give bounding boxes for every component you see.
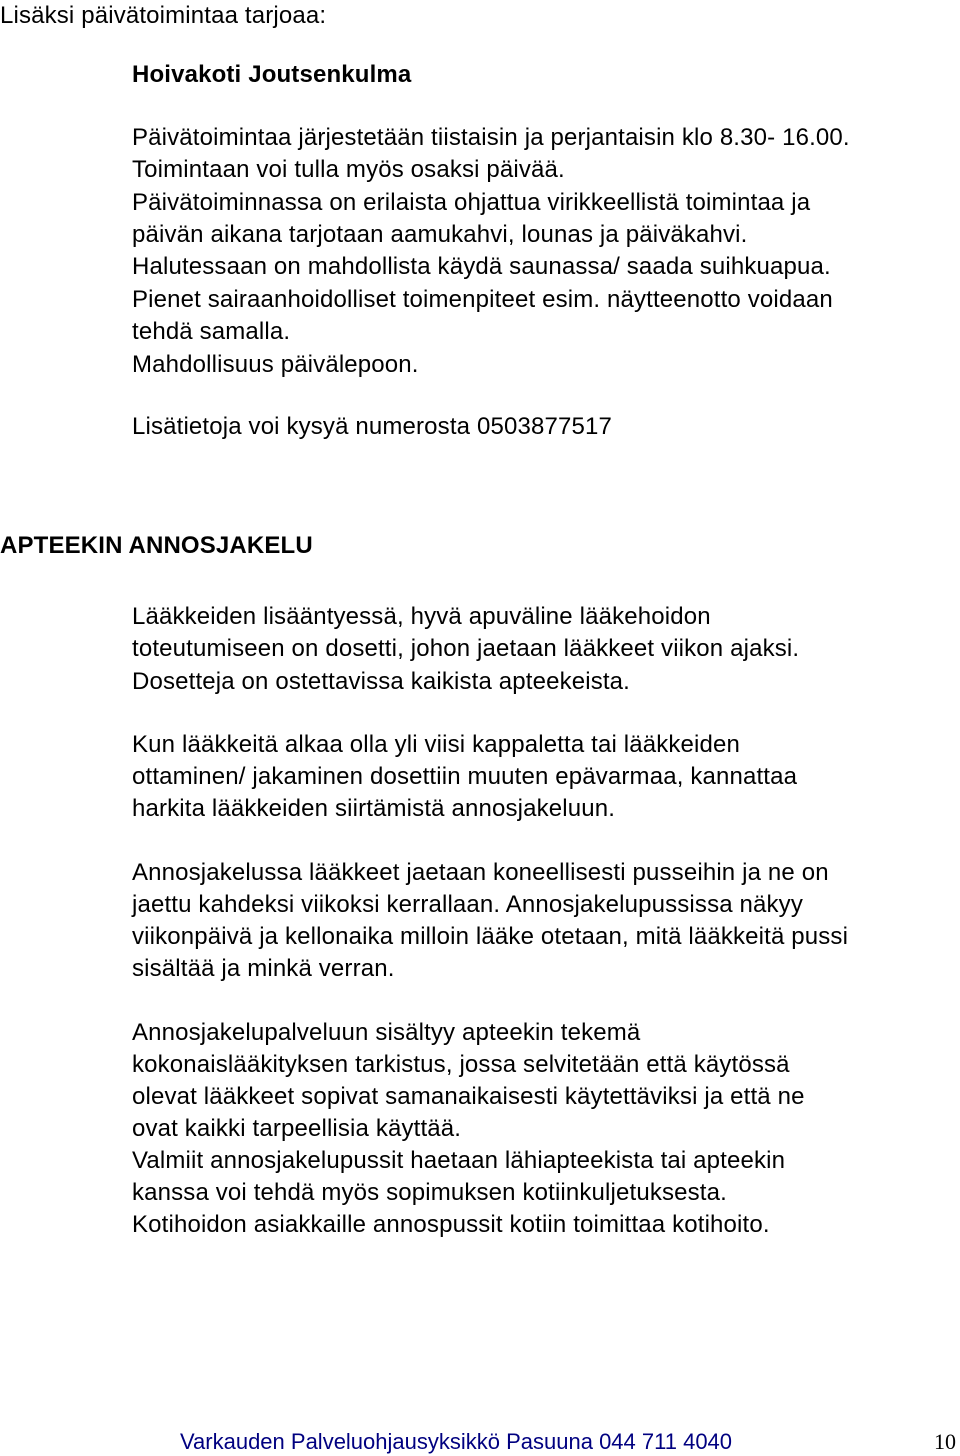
hoivakoti-title: Hoivakoti Joutsenkulma: [132, 61, 412, 88]
hoivakoti-line: Halutessaan on mahdollista käydä saunassa/ saada suihkuapua.: [132, 253, 831, 280]
paragraph-line: harkita lääkkeiden siirtämistä annosjakeluun.: [132, 795, 616, 822]
hoivakoti-contact: Lisätietoja voi kysyä numerosta 0503877517: [132, 413, 612, 440]
paragraph-line: Kotihoidon asiakkaille annospussit kotiin toimittaa kotihoito.: [132, 1211, 770, 1238]
hoivakoti-line: päivän aikana tarjotaan aamukahvi, lounas ja päiväkahvi.: [132, 221, 748, 248]
paragraph-line: Valmiit annosjakelupussit haetaan lähiapteekista tai apteekin: [132, 1147, 786, 1174]
paragraph-line: ottaminen/ jakaminen dosettiin muuten epävarmaa, kannattaa: [132, 763, 798, 790]
hoivakoti-line: Toimintaan voi tulla myös osaksi päivää.: [132, 156, 565, 183]
paragraph-line: jaettu kahdeksi viikoksi kerrallaan. Annosjakelupussissa näkyy: [132, 891, 803, 918]
paragraph-line: viikonpäivä ja kellonaika milloin lääke otetaan, mitä lääkkeitä pussi: [132, 923, 849, 950]
hoivakoti-line: Pienet sairaanhoidolliset toimenpiteet esim. näytteenotto voidaan: [132, 286, 833, 313]
hoivakoti-line: Päivätoiminnassa on erilaista ohjattua virikkeellistä toimintaa ja: [132, 189, 811, 216]
intro-text: Lisäksi päivätoimintaa tarjoaa:: [0, 2, 327, 29]
page-number: 10: [934, 1429, 956, 1454]
paragraph-line: kanssa voi tehdä myös sopimuksen kotiinkuljetuksesta.: [132, 1179, 727, 1206]
paragraph-line: Kun lääkkeitä alkaa olla yli viisi kappaletta tai lääkkeiden: [132, 731, 741, 758]
hoivakoti-line: tehdä samalla.: [132, 318, 291, 345]
paragraph-line: kokonaislääkityksen tarkistus, jossa selvitetään että käytössä: [132, 1051, 790, 1078]
footer-text: Varkauden Palveluohjausyksikkö Pasuuna 044 711 4040: [180, 1429, 733, 1454]
section-heading: APTEEKIN ANNOSJAKELU: [0, 532, 313, 559]
paragraph-line: Dosetteja on ostettavissa kaikista apteekeista.: [132, 668, 630, 695]
paragraph-line: toteutumiseen on dosetti, johon jaetaan lääkkeet viikon ajaksi.: [132, 635, 800, 662]
paragraph-line: ovat kaikki tarpeellisia käyttää.: [132, 1115, 462, 1142]
hoivakoti-line: Päivätoimintaa järjestetään tiistaisin ja perjantaisin klo 8.30- 16.00.: [132, 124, 850, 151]
paragraph-line: Lääkkeiden lisääntyessä, hyvä apuväline lääkehoidon: [132, 603, 711, 630]
paragraph-line: olevat lääkkeet sopivat samanaikaisesti käytettäviksi ja että ne: [132, 1083, 805, 1110]
paragraph-line: sisältää ja minkä verran.: [132, 955, 395, 982]
hoivakoti-line: Mahdollisuus päivälepoon.: [132, 351, 419, 378]
paragraph-line: Annosjakelupalveluun sisältyy apteekin tekemä: [132, 1019, 641, 1046]
paragraph-line: Annosjakelussa lääkkeet jaetaan koneellisesti pusseihin ja ne on: [132, 859, 829, 886]
